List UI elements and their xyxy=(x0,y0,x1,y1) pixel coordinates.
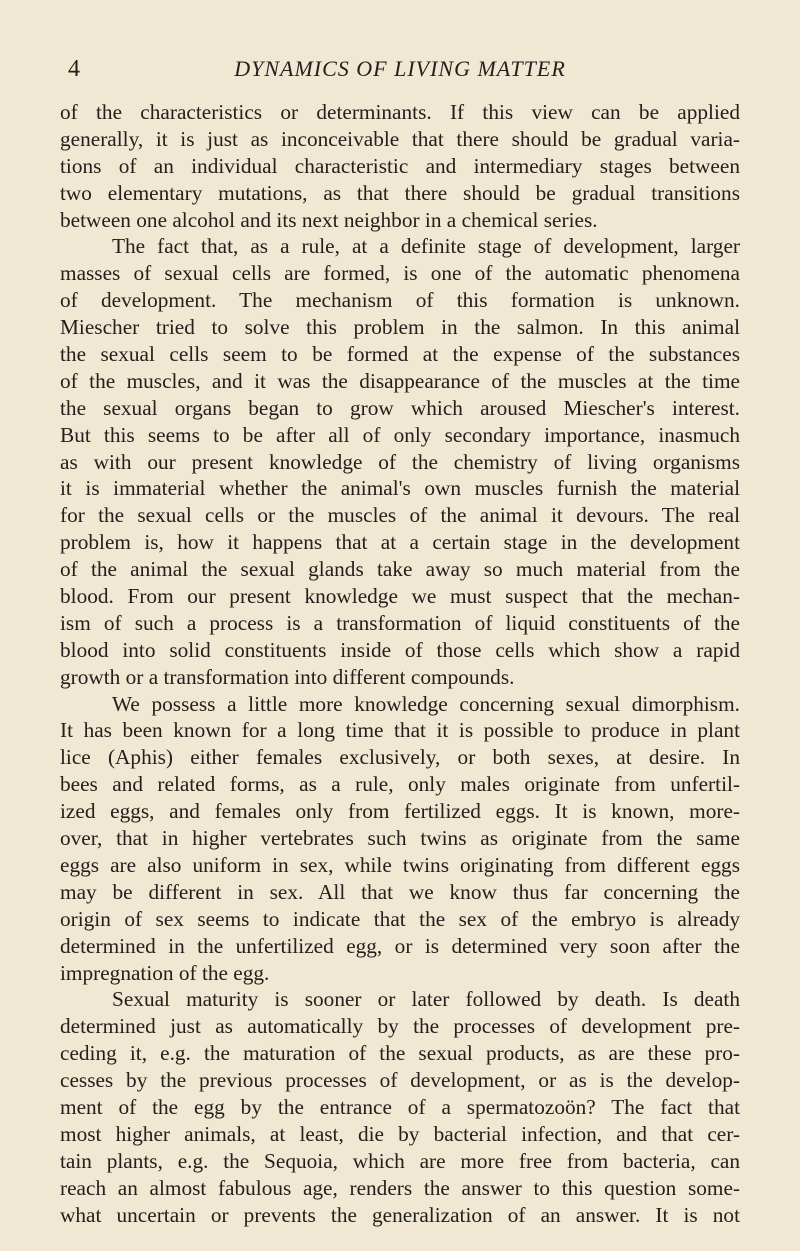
running-head xyxy=(60,56,740,84)
text-line: may be different in sex. All that we know thus far concerning the xyxy=(60,879,740,904)
text-line: impregnation of the egg. xyxy=(60,960,270,985)
text-line: growth or a transformation into different compounds. xyxy=(60,664,515,689)
text-line: Miescher tried to solve this problem in the salmon. In this animal xyxy=(60,315,740,340)
text-line: tions of an individual characteristic and intermediary stages between xyxy=(60,153,740,178)
text-line: of the characteristics or determinants. If this view can be applied xyxy=(60,100,740,124)
text-line: determined just as automatically by the processes of development pre- xyxy=(60,1014,740,1039)
text-line: as with our present knowledge of the chemistry of living organisms xyxy=(60,449,740,474)
paragraph-start-line: We possess a little more knowledge concerning sexual dimorphism. xyxy=(112,691,740,716)
text-line: ment of the egg by the entrance of a spermatozoön? The fact that xyxy=(60,1094,740,1119)
text-line: generally, it is just as inconceivable that there should be gradual varia- xyxy=(60,126,740,151)
text-line: of development. The mechanism of this formation is unknown. xyxy=(60,288,740,313)
text-line: eggs are also uniform in sex, while twins originating from different eggs xyxy=(60,852,740,877)
text-line: ized eggs, and females only from fertilized eggs. It is known, more- xyxy=(60,799,740,824)
text-line: of the muscles, and it was the disappearance of the muscles at the time xyxy=(60,368,740,393)
page-number: 4 xyxy=(68,56,80,82)
text-line: of the animal the sexual glands take away so much material from the xyxy=(60,557,740,582)
text-line: tain plants, e.g. the Sequoia, which are more free from bacteria, can xyxy=(60,1148,740,1173)
text-line: what uncertain or prevents the generalization of an answer. It is not xyxy=(60,1202,740,1227)
text-line: It has been known for a long time that it is possible to produce in plant xyxy=(60,718,740,743)
text-line: bees and related forms, as a rule, only males originate from unfertil- xyxy=(60,772,740,797)
text-line: reach an almost fabulous age, renders the answer to this question some- xyxy=(60,1175,740,1200)
text-line: lice (Aphis) either females exclusively, or both sexes, at desire. In xyxy=(60,745,740,770)
paragraph-start-line: Sexual maturity is sooner or later followed by death. Is death xyxy=(112,987,740,1012)
text-line: between one alcohol and its next neighbor in a chemical series. xyxy=(60,207,598,232)
paragraph-start-line: The fact that, as a rule, at a definite stage of development, larger xyxy=(112,234,740,259)
text-line: it is immaterial whether the animal's own muscles furnish the material xyxy=(60,476,740,501)
text-line: masses of sexual cells are formed, is one of the automatic phenomena xyxy=(60,261,740,286)
text-line: problem is, how it happens that at a certain stage in the development xyxy=(60,530,740,555)
text-line: two elementary mutations, as that there should be gradual transitions xyxy=(60,180,740,205)
text-line: ism of such a process is a transformation of liquid constituents of the xyxy=(60,610,740,635)
text-line: over, that in higher vertebrates such twins as originate from the same xyxy=(60,826,740,851)
running-title: DYNAMICS OF LIVING MATTER xyxy=(234,56,566,81)
text-line: origin of sex seems to indicate that the sex of the embryo is already xyxy=(60,906,740,931)
text-line: blood into solid constituents inside of those cells which show a rapid xyxy=(60,637,740,662)
text-line: cesses by the previous processes of development, or as is the develop- xyxy=(60,1068,740,1093)
text-line: the sexual organs began to grow which aroused Miescher's interest. xyxy=(60,395,740,420)
text-line: But this seems to be after all of only secondary importance, inasmuch xyxy=(60,422,740,447)
body-text xyxy=(60,99,740,1228)
text-line: most higher animals, at least, die by bacterial infection, and that cer- xyxy=(60,1121,740,1146)
text-line: for the sexual cells or the muscles of the animal it devours. The real xyxy=(60,503,740,528)
text-line: the sexual cells seem to be formed at the expense of the substances xyxy=(60,342,740,367)
text-line: blood. From our present knowledge we must suspect that the mechan- xyxy=(60,584,740,609)
text-line: determined in the unfertilized egg, or is determined very soon after the xyxy=(60,933,740,958)
text-line: ceding it, e.g. the maturation of the sexual products, as are these pro- xyxy=(60,1041,740,1066)
